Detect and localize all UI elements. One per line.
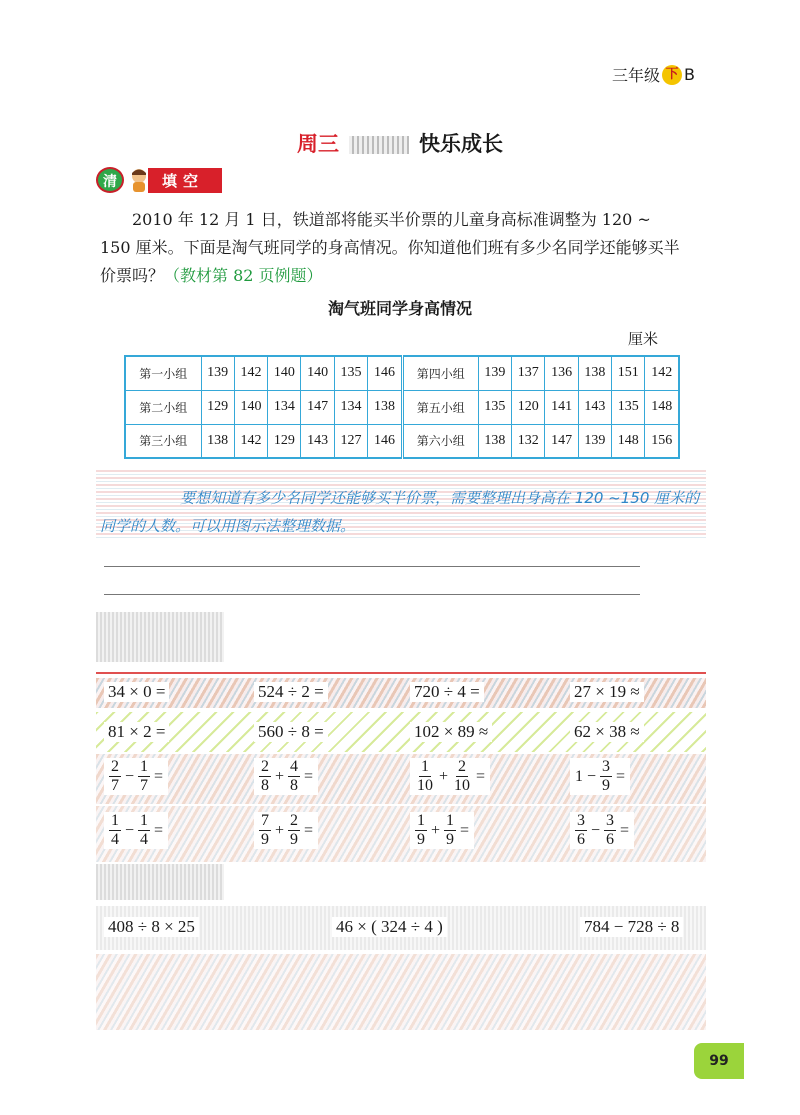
whole-number-term: 1 − bbox=[575, 767, 597, 785]
height-cell: 140 bbox=[234, 390, 267, 424]
section-badge: 清 bbox=[96, 167, 124, 193]
height-cell: 142 bbox=[234, 356, 267, 390]
operator: − bbox=[125, 821, 135, 839]
fraction-item bbox=[410, 758, 490, 795]
height-cell: 129 bbox=[201, 390, 234, 424]
fraction bbox=[452, 758, 472, 795]
group-label: 第二小组 bbox=[125, 390, 201, 424]
noise-block bbox=[96, 612, 224, 662]
numerator: 2 bbox=[458, 758, 467, 775]
answer-area-noise bbox=[96, 954, 706, 1030]
grade-circle-badge: 下 bbox=[662, 65, 682, 85]
operator: − bbox=[125, 767, 135, 785]
fraction bbox=[288, 812, 300, 849]
fraction bbox=[259, 812, 271, 849]
height-cell: 146 bbox=[368, 356, 403, 390]
height-cell: 127 bbox=[334, 424, 367, 458]
hint-text: 要想知道有多少名同学还能够买半价票，需要整理出身高在 120 ~150 厘米的同学的人数。可以用图示法整理数据。 bbox=[100, 489, 700, 535]
operator: + bbox=[275, 767, 285, 785]
denominator: 4 bbox=[111, 831, 119, 848]
fraction bbox=[575, 812, 587, 849]
fraction bbox=[444, 812, 456, 849]
height-cell: 147 bbox=[545, 424, 578, 458]
expression-item: 784 − 728 ÷ 8 bbox=[580, 917, 683, 937]
height-cell: 138 bbox=[478, 424, 511, 458]
height-cell: 134 bbox=[268, 390, 301, 424]
oral-calc-item: 34 × 0 = bbox=[104, 682, 169, 702]
fraction bbox=[604, 812, 616, 849]
denominator: 9 bbox=[290, 831, 299, 848]
answer-line bbox=[104, 594, 640, 595]
oral-calc-item: 81 × 2 = bbox=[104, 722, 169, 742]
textbook-reference: （教材第 82 页例题） bbox=[164, 266, 323, 285]
section-tag bbox=[96, 167, 222, 193]
group-label: 第六小组 bbox=[402, 424, 478, 458]
height-cell: 141 bbox=[545, 390, 578, 424]
title-day: 周三 bbox=[297, 132, 339, 156]
problem-text: 2010 年 12 月 1 日，铁道部将能买半价票的儿童身高标准调整为 120 ~ 150 厘米。下面是淘气班同学的身高情况。你知道他们班有多少名同学还能够买半价票吗？ bbox=[100, 210, 680, 285]
numerator: 1 bbox=[140, 758, 149, 775]
title-topic: 快乐成长 bbox=[419, 132, 503, 156]
height-cell: 136 bbox=[545, 356, 578, 390]
numerator: 1 bbox=[140, 812, 149, 829]
group-label: 第一小组 bbox=[125, 356, 201, 390]
table-row bbox=[125, 424, 679, 458]
grade-label bbox=[612, 63, 695, 86]
table-title: 淘气班同学身高情况 bbox=[327, 299, 472, 318]
denominator: 9 bbox=[261, 831, 269, 848]
operator: + bbox=[275, 821, 285, 839]
height-cell: 120 bbox=[512, 390, 545, 424]
group-label: 第五小组 bbox=[402, 390, 478, 424]
height-cell: 129 bbox=[268, 424, 301, 458]
denominator: 9 bbox=[446, 831, 455, 848]
oral-calc-item: 27 × 19 ≈ bbox=[570, 682, 644, 702]
height-cell: 132 bbox=[512, 424, 545, 458]
height-cell: 146 bbox=[368, 424, 403, 458]
title-blur-decoration bbox=[349, 136, 409, 154]
height-table bbox=[124, 355, 680, 459]
denominator: 8 bbox=[290, 777, 299, 794]
denominator: 7 bbox=[111, 777, 119, 794]
denominator: 9 bbox=[602, 777, 611, 794]
height-cell: 138 bbox=[368, 390, 403, 424]
equals: = bbox=[304, 767, 314, 785]
height-cell: 138 bbox=[578, 356, 611, 390]
height-cell: 143 bbox=[301, 424, 334, 458]
fraction-item bbox=[410, 812, 474, 849]
denominator: 7 bbox=[140, 777, 149, 794]
group-label: 第四小组 bbox=[402, 356, 478, 390]
fraction bbox=[138, 812, 150, 849]
height-cell: 156 bbox=[645, 424, 679, 458]
section-label: 填空 bbox=[148, 168, 222, 193]
table-row bbox=[125, 390, 679, 424]
operator: + bbox=[431, 821, 441, 839]
height-cell: 142 bbox=[645, 356, 679, 390]
problem-paragraph bbox=[100, 206, 680, 290]
height-cell: 135 bbox=[612, 390, 645, 424]
fraction bbox=[288, 758, 300, 795]
equals: = bbox=[620, 821, 630, 839]
table-unit: 厘米 bbox=[628, 330, 659, 348]
height-cell: 139 bbox=[578, 424, 611, 458]
denominator: 8 bbox=[261, 777, 269, 794]
expression-item: 408 ÷ 8 × 25 bbox=[104, 917, 199, 937]
equals: = bbox=[476, 767, 486, 785]
fraction-item bbox=[570, 812, 634, 849]
numerator: 3 bbox=[606, 812, 615, 829]
grade-suffix: B bbox=[684, 65, 695, 84]
height-cell: 142 bbox=[234, 424, 267, 458]
fraction bbox=[109, 758, 121, 795]
oral-calc-item: 102 × 89 ≈ bbox=[410, 722, 492, 742]
height-cell: 140 bbox=[301, 356, 334, 390]
page-number: 99 bbox=[694, 1043, 744, 1079]
numerator: 1 bbox=[446, 812, 455, 829]
fraction-item bbox=[254, 812, 318, 849]
page-title bbox=[0, 128, 800, 158]
oral-calc-item: 560 ÷ 8 = bbox=[254, 722, 328, 742]
denominator: 10 bbox=[454, 777, 471, 794]
height-cell: 140 bbox=[268, 356, 301, 390]
height-cell: 143 bbox=[578, 390, 611, 424]
operator: + bbox=[439, 767, 449, 785]
answer-line bbox=[104, 566, 640, 567]
denominator: 6 bbox=[577, 831, 585, 848]
height-cell: 138 bbox=[201, 424, 234, 458]
numerator: 1 bbox=[111, 812, 119, 829]
numerator: 1 bbox=[421, 758, 429, 775]
height-cell: 151 bbox=[612, 356, 645, 390]
fraction bbox=[600, 758, 612, 795]
fraction bbox=[259, 758, 271, 795]
numerator: 2 bbox=[261, 758, 269, 775]
height-cell: 148 bbox=[612, 424, 645, 458]
equals: = bbox=[304, 821, 314, 839]
fraction bbox=[109, 812, 121, 849]
oral-calc-item: 524 ÷ 2 = bbox=[254, 682, 328, 702]
fraction-item bbox=[570, 758, 630, 795]
noise-block bbox=[96, 864, 224, 900]
numerator: 1 bbox=[417, 812, 425, 829]
oral-calc-item: 720 ÷ 4 = bbox=[410, 682, 484, 702]
fraction-item bbox=[254, 758, 318, 795]
fraction-item bbox=[104, 812, 168, 849]
equals: = bbox=[460, 821, 470, 839]
equals: = bbox=[154, 821, 164, 839]
numerator: 4 bbox=[290, 758, 299, 775]
denominator: 9 bbox=[417, 831, 425, 848]
height-cell: 148 bbox=[645, 390, 679, 424]
fraction bbox=[415, 812, 427, 849]
denominator: 6 bbox=[606, 831, 615, 848]
equals: = bbox=[154, 767, 164, 785]
denominator: 10 bbox=[417, 777, 433, 794]
numerator: 3 bbox=[602, 758, 611, 775]
height-cell: 147 bbox=[301, 390, 334, 424]
equals: = bbox=[616, 767, 626, 785]
table-row bbox=[125, 356, 679, 390]
height-cell: 135 bbox=[478, 390, 511, 424]
height-cell: 135 bbox=[334, 356, 367, 390]
operator: − bbox=[591, 821, 601, 839]
oral-calc-item: 62 × 38 ≈ bbox=[570, 722, 644, 742]
section-divider bbox=[96, 672, 706, 674]
numerator: 7 bbox=[261, 812, 269, 829]
numerator: 2 bbox=[290, 812, 299, 829]
grade-text: 三年级 bbox=[612, 66, 661, 85]
expression-item: 46 × ( 324 ÷ 4 ) bbox=[332, 917, 447, 937]
height-cell: 139 bbox=[478, 356, 511, 390]
height-cell: 134 bbox=[334, 390, 367, 424]
group-label: 第三小组 bbox=[125, 424, 201, 458]
fraction bbox=[415, 758, 435, 795]
fraction bbox=[138, 758, 150, 795]
numerator: 3 bbox=[577, 812, 585, 829]
numerator: 2 bbox=[111, 758, 119, 775]
height-cell: 137 bbox=[512, 356, 545, 390]
denominator: 4 bbox=[140, 831, 149, 848]
fraction-item bbox=[104, 758, 168, 795]
height-cell: 139 bbox=[201, 356, 234, 390]
